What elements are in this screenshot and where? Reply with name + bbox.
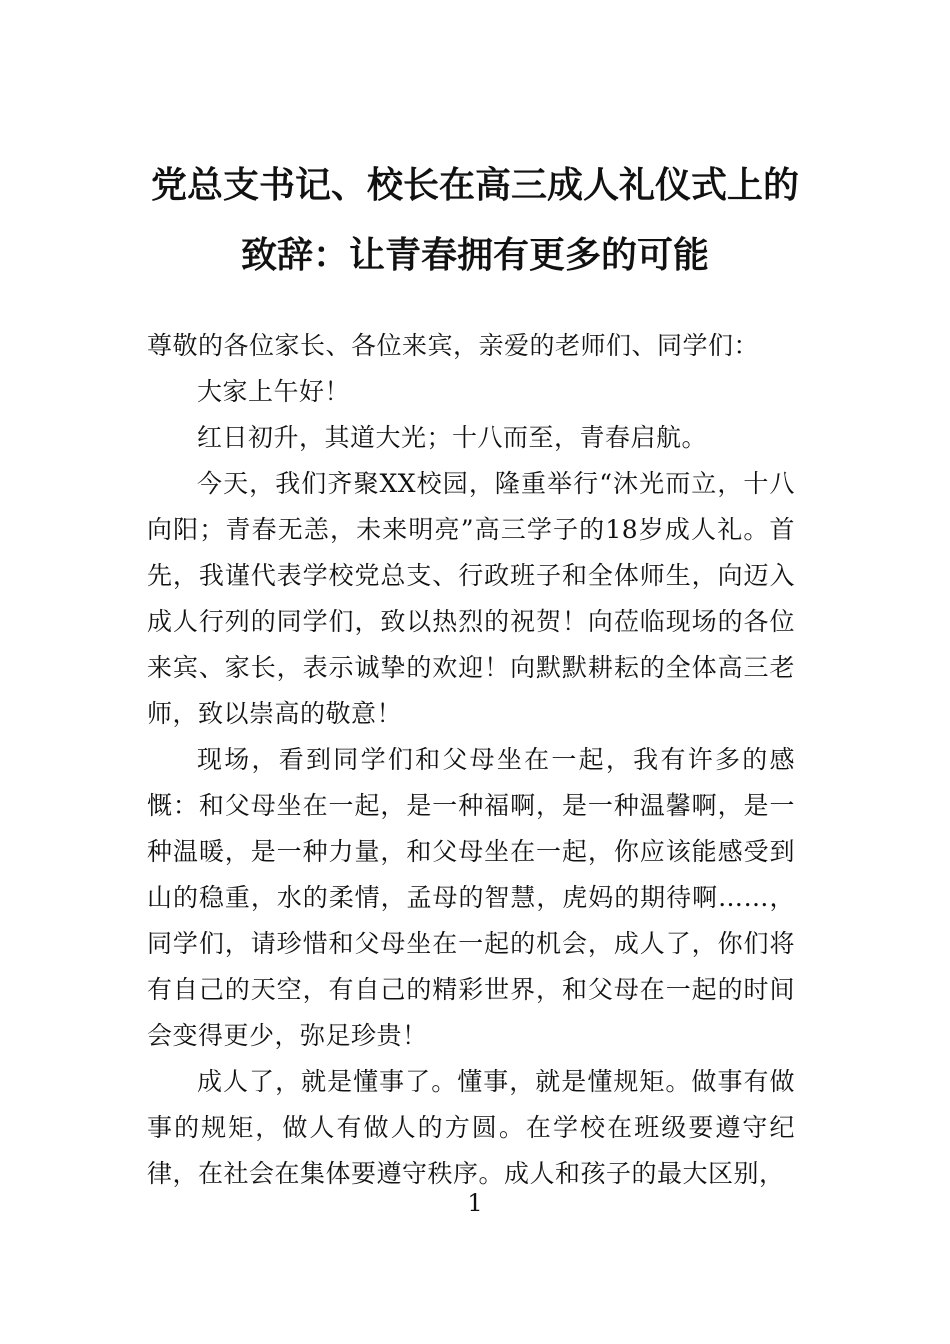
document-title — [120, 150, 830, 290]
salutation: 尊敬的各位家长、各位来宾，亲爱的老师们、同学们： — [147, 331, 760, 360]
paragraph: 今天，我们齐聚XX校园，隆重举行“沐光而立，十八向阳；青春无恙，未来明亮”高三学子的18岁成人礼。首先，我谨代表学校党总支、行政班子和全体师生，向迈入成人行列的同学们，致以热烈的祝贺！向莅临现场的各位来宾、家长，表示诚挚的欢迎！向默默耕耘的全体高三老师，致以崇高的敬意！ — [147, 469, 795, 728]
paragraph: 成人了，就是懂事了。懂事，就是懂规矩。做事有做事的规矩，做人有做人的方圆。在学校在班级要遵守纪律，在社会在集体要遵守秩序。成人和孩子的最大区别， — [147, 1067, 795, 1188]
document-body — [147, 323, 795, 1197]
title-line-1: 党总支书记、校长在高三成人礼仪式上的 — [150, 164, 799, 206]
paragraph: 红日初升，其道大光；十八而至，青春启航。 — [197, 423, 708, 452]
page-number: 1 — [467, 1189, 483, 1217]
paragraph: 大家上午好！ — [197, 377, 351, 406]
title-line-2: 致辞：让青春拥有更多的可能 — [240, 234, 709, 276]
paragraph: 现场，看到同学们和父母坐在一起，我有许多的感慨：和父母坐在一起，是一种福啊，是一种温馨啊，是一种温暖，是一种力量，和父母坐在一起，你应该能感受到山的稳重，水的柔情，孟母的智慧，虎妈的期待啊……，同学们，请珍惜和父母坐在一起的机会，成人了，你们将有自己的天空，有自己的精彩世界，和父母在一起的时间会变得更少，弥足珍贵！ — [147, 745, 795, 1050]
